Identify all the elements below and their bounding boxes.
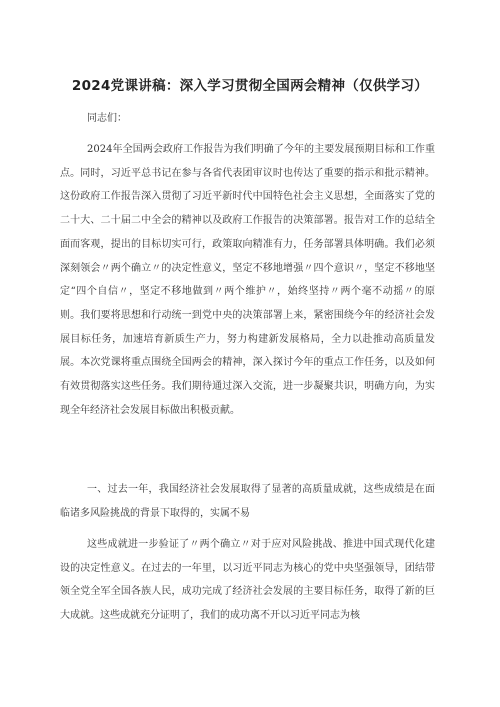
paragraph-intro: 2024年全国两会政府工作报告为我们明确了今年的主要发展预期目标和工作重点。同时，习近平总书记在参与各省代表团审议时也传达了重要的指示和批示精神。这份政府工作报告深入贯彻了习近平新时代中国特色社会主义思想，全面落实了党的二十大、二十届二中全会的精神以及政府工作报告的决策部署。报告对工作的总结全面而客观，提出的目标切实可行，政策取向精准有力，任务部署具体明确。我们必须深刻领会〃两个确立〃的决定性意义，坚定不移地增强〃四个意识〃，坚定不移地坚定“四个自信〃，坚定不移地做到〃两个维护〃，始终坚持〃两个毫不动摇〃的原则。我们要将思想和行动统一到党中央的决策部署上来，紧密围绕今年的经济社会发展目标任务，加速培育新质生产力，努力构建新发展格局，全力以赴推动高质量发展。本次党课将重点围绕全国两会的精神，深入探讨今年的重点工作任务，以及如何有效贯彻落实这些任务。我们期待通过深入交流，进一步凝聚共识，明确方向，为实现全年经济社会发展目标做出积极贡献。	[60, 144, 435, 416]
paragraph-section-1: 这些成就进一步验证了〃两个确立〃对于应对风险挑战、推进中国式现代化建设的决定性意义。在过去的一年里，以习近平同志为核心的党中央坚强领导，团结带领全党全军全国各族人民，成功完成了经济社会发展的主要目标任务，取得了新的巨大成就。这些成就充分证明了，我们的成功离不开以习近平同志为核	[60, 539, 435, 622]
greeting: 同志们：	[87, 113, 127, 124]
section-heading-1: 一、过去一年，我国经济社会发展取得了显著的高质量成就，这些成绩是在面临诸多风险挑战的背景下取得的，实属不易	[60, 484, 435, 519]
document-title: 2024党课讲稿：深入学习贯彻全国两会精神（仅供学习）	[71, 78, 429, 94]
